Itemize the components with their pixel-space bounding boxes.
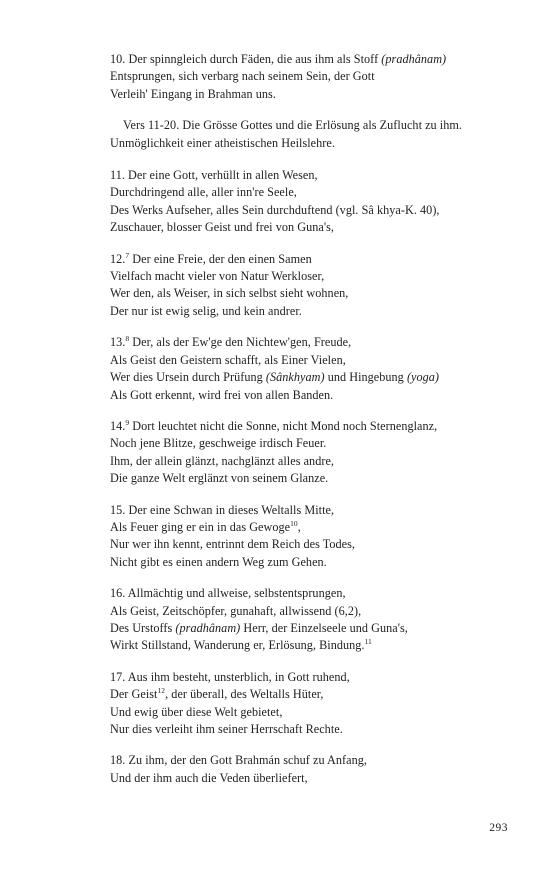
text-segment: Nicht gibt es einen andern Weg zum Gehen. [110,554,327,569]
text-line [110,585,520,602]
text-segment: Dort leuchtet nicht die Sonne, nicht Mond noch Sternenglanz, [129,418,438,433]
italic-term: (pradhânam) [175,620,241,635]
text-segment: 11. Der eine Gott, verhüllt in allen Wesen, [110,168,318,183]
text-line [110,721,520,738]
text-segment: 14. [110,418,126,433]
text-segment: Der eine Freie, der den einen Samen [129,251,312,266]
text-line [110,334,520,351]
text-segment: Vielfach macht vieler von Natur Werkloser, [110,269,325,284]
text-segment: Ihm, der allein glänzt, nachglänzt alles andre, [110,453,334,468]
text-segment: Zuschauer, blosser Geist und frei von Guna's, [110,220,334,235]
text-line [110,502,520,519]
verse-stanza [110,585,520,655]
text-line [110,669,520,686]
text-line [110,117,520,134]
section-heading [110,117,520,152]
text-segment: Nur wer ihn kennt, entrinnt dem Reich des Todes, [110,537,356,552]
text-line [110,352,520,369]
text-segment: Die ganze Welt erglänzt von seinem Glanze. [110,471,329,486]
text-segment: 10. Der spinngleich durch Fäden, die aus ihm als Stoff [110,52,382,66]
text-line [110,184,520,201]
text-line [110,285,520,302]
text-line [110,202,520,219]
text-segment: Als Geist, Zeitschöpfer, gunahaft, allwissend (6,2), [110,603,362,618]
text-segment: 16. Allmächtig und allweise, selbstentsprungen, [110,586,346,601]
text-line [110,536,520,553]
text-line [110,519,520,536]
text-segment: 15. Der eine Schwan in dieses Weltalls Mitte, [110,502,335,517]
page-number: 293 [489,822,508,834]
text-line [110,51,520,68]
text-segment: Nur dies verleiht ihm seiner Herrschaft Rechte. [110,722,343,736]
text-segment: 17. Aus ihm besteht, unsterblich, in Gott ruhend, [110,669,350,684]
text-line [110,251,520,268]
verse-text [110,51,520,801]
text-segment: Als Gott erkennt, wird frei von allen Banden. [110,387,334,402]
text-segment: Und der ihm auch die Veden überliefert, [110,770,308,785]
footnote-marker: 8 [125,334,130,344]
text-line [110,387,520,404]
text-segment: Der nur ist ewig selig, und kein andrer. [110,303,302,318]
text-segment: Wer den, als Weiser, in sich selbst sieht wohnen, [110,286,349,301]
text-line [110,603,520,620]
text-segment: Als Feuer ging er ein in das Gewoge [110,519,291,534]
verse-stanza [110,51,520,103]
text-line [110,268,520,285]
verse-stanza [110,502,520,572]
italic-term: (pradhânam) [381,52,447,66]
text-segment: Und ewig über diese Welt gebietet, [110,704,283,719]
verse-stanza [110,669,520,739]
footnote-marker: 10 [290,518,298,528]
text-line [110,303,520,320]
text-segment: 18. Zu ihm, der den Gott Brahmán schuf zu Anfang, [110,753,367,768]
text-segment: Wirkt Stillstand, Wanderung er, Erlösung, Bindung. [110,638,365,653]
text-line [110,637,520,654]
verse-stanza [110,418,520,488]
text-segment: Unmöglichkeit einer atheistischen Heilslehre. [110,135,335,150]
footnote-marker: 9 [125,417,130,427]
text-line [110,770,520,787]
text-segment: , [297,519,301,534]
italic-term: (Sânkhyam) [265,370,325,385]
italic-term: (yoga) [406,370,440,385]
text-line [110,369,520,386]
text-segment: Herr, der Einzelseele und Guna's, [240,620,408,635]
text-segment: 12. [110,251,126,266]
text-segment: Vers 11-20. Die Grösse Gottes und die Erlösung als Zuflucht zu ihm. [123,118,463,133]
verse-stanza [110,167,520,237]
text-segment: Des Urstoffs [110,620,176,635]
footnote-marker: 12 [157,686,166,696]
text-line [110,135,520,152]
text-line [110,68,520,85]
text-line [110,167,520,184]
text-line [110,453,520,470]
text-line [110,686,520,703]
text-segment: Als Geist den Geistern schafft, als Einer Vielen, [110,352,346,367]
text-line [110,470,520,487]
text-line [110,418,520,435]
text-segment: und Hingebung [324,370,407,385]
text-line [110,435,520,452]
text-segment: Entsprungen, sich verbarg nach seinem Sein, der Gott [110,69,375,84]
text-line [110,86,520,103]
text-segment: , der überall, des Weltalls Hüter, [165,687,324,702]
text-line [110,752,520,769]
text-segment: Noch jene Blitze, geschweige irdisch Feuer. [110,436,327,451]
text-segment: 13. [110,335,126,350]
text-segment: Der, als der Ew'ge den Nichtew'gen, Freude, [129,335,352,350]
verse-stanza [110,334,520,404]
text-line [110,219,520,236]
text-segment: Durchdringend alle, aller inn're Seele, [110,185,297,200]
text-segment: Der Geist [110,687,158,702]
footnote-marker: 7 [125,250,130,260]
text-segment: Verleih' Eingang in Brahman uns. [110,86,276,101]
verse-stanza [110,752,520,787]
text-line [110,704,520,721]
text-segment: Des Werks Aufseher, alles Sein durchduftend (vgl. Sâ khya-K. 40), [110,202,440,217]
text-line [110,620,520,637]
verse-stanza [110,251,520,321]
footnote-marker: 11 [364,637,372,647]
text-line [110,554,520,571]
text-segment: Wer dies Ursein durch Prüfung [110,370,266,385]
